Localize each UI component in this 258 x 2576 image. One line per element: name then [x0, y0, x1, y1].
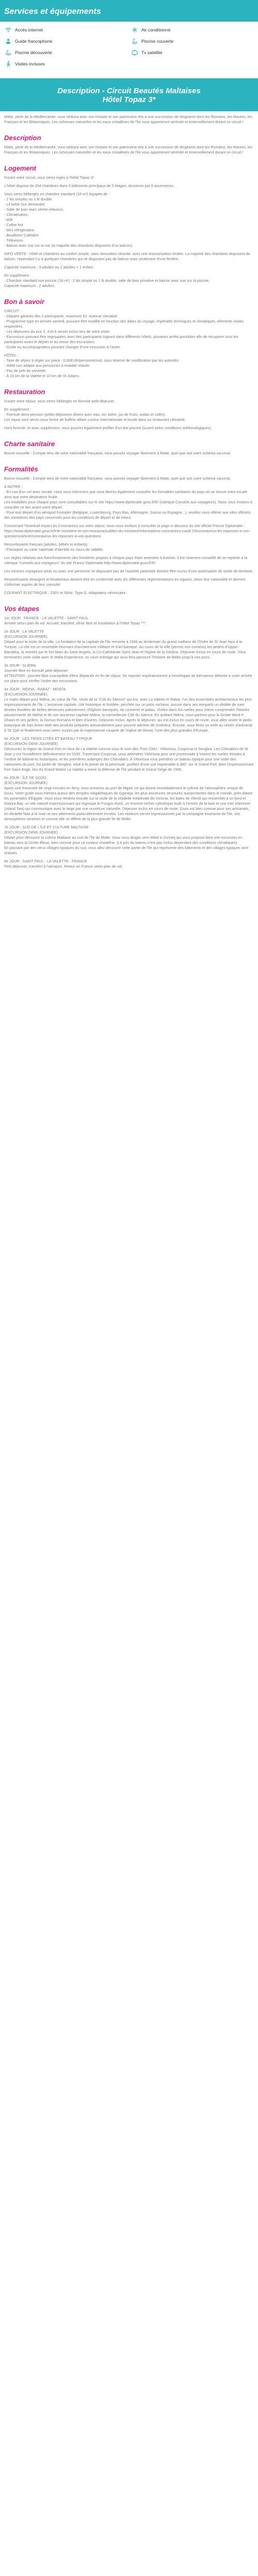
section-title: Bon à savoir — [4, 298, 45, 306]
section-paragraph: 3e JOUR : SLIEMA Journée libre en formule petit déjeuner. ATTENTION : journée libre susceptible d'être déplacée en fin de séjour. Se reporter impérativement à l'enveloppe de bienvenue délivrée à votre arrivée sur place pour vérifier l'ordre des excursions. — [4, 663, 252, 683]
section-paragraph: Vous serez hébergés en chambre standard (18 m²) équipée de : - 2 lits simples ou 1 lit double - Lit bébé (sur demande) - Salle de bain avec sèche-cheveux, - Climatisation, - Wifi - Coffre-fort - Mini réfrigérateur - Bouilloire/ Cafetière - Télévision - Balcon avec vue sur la rue (la majorité des chambres disposent d'un balcon). — [4, 192, 133, 248]
section-paragraph: COURANT ELECTRIQUE : 230V et 50Hz. Type G. Adaptateur nécessaire. — [4, 590, 127, 595]
description-banner-line1: Description - Circuit Beautés Maltaises — [57, 87, 201, 95]
section-title: Formalités — [4, 465, 38, 473]
section-title: Charte sanitaire — [4, 440, 55, 448]
section-paragraph: Les mineurs voyageant seuls ou avec une personne ne disposant pas de l'autorité parentale doivent être munis d'une autorisation de sortie de territoire. — [4, 569, 253, 573]
section-title: Logement — [4, 164, 37, 172]
section-paragraph: 2e JOUR : LA VALETTE (EXCURSION JOURNÉE) Départ pour la visite de la ville. La fondation de la capitale de l'île remonte à 1566 au lendemain du grand malheur de l'Ordre de St Jean face à la Turquie. La cité est un ensemble étonnant d'architecture militaire et d'art baroque. Au cours de la ville (permis non contenu) les jardins d'Upper Barrakka, la montée par le fort Main du Saint-Angelo, la Co-Cathédrale Saint-Jean et l'église de la médina. Déjeuner inclus en cours de route. Vous terminerez votre visite avec le Malta Experience, un court métrage qui vous fera parcourir l'histoire de Malte jusqu'à nos jours. — [4, 629, 246, 659]
section-paragraph: CIRCUIT : - Départs garantis dès 2 participants, maximum 52. Autocar climatisé. - Programme type en arrivée samedi, pouvant être modifié en fonction des dates du voyage, impératifs techniques et climatiques, éléments visites respectées. - Les déjeuners du jour 2, 4 et 6 seront inclus lors de votre visite. - Excursions pouvant être regroupées avec des participants logeant dans différents hôtels, plusieurs arrêts possibles afin de récupérer tous les participants avant le départ et au retour des excursions. - Guide ou accompagnateur pouvant changer d'une excursion à l'autre. — [4, 309, 244, 349]
service-label: Air conditionné — [141, 27, 171, 32]
section-paragraph: Ressortissants étrangers et binationaux doivent être en conformité avec les différentes réglementations en vigueur, selon leur nationalité et devront s'informer auprès de leur consulat. — [4, 577, 246, 587]
section-paragraph: Ressortissants français (adultes, bébés et enfants) : - Passeport ou carte nationale d'identité en cours de validité. — [4, 542, 104, 552]
section-paragraph: Durant votre circuit, vous serez logés à l'hôtel Topaz 3*. — [4, 175, 95, 180]
tv-icon — [132, 49, 138, 56]
snowflake-icon — [132, 27, 138, 33]
section-title: Restauration — [4, 388, 45, 396]
section-paragraph: Bonne nouvelle : Compte tenu de votre nationalité française, vous pouvez voyager librement à Malte, quel que soit votre schéma vaccinal. — [4, 476, 231, 481]
services-title: Services et équipements — [4, 7, 101, 16]
service-item — [5, 61, 126, 67]
description-banner — [0, 78, 258, 111]
services-band — [0, 0, 258, 22]
service-item — [132, 38, 253, 44]
section-paragraph: 8e JOUR : SAINT PAUL - LA VALETTE - FRANCE Petit déjeuner, transfert à l'aéroport. Retour en France selon plan de vol. — [4, 859, 123, 869]
service-item — [5, 38, 126, 44]
description-banner-line2: Hôtel Topaz 3* — [102, 95, 156, 104]
service-label: Piscine couverte — [141, 39, 174, 44]
section-paragraph: INFO VERTE : Hôtel et chambres au confort simple, sans rénovation récente, avec une insonorisation limitée. La majorité des chambres disposent de balcon, cependant il y a quelques chambres qui ne disposent pas de balcon mais seulement d'une fenêtre. — [4, 251, 250, 261]
walk-icon — [5, 61, 11, 67]
section-paragraph: Bonne nouvelle : Compte tenu de votre nationalité française, vous pouvez voyager librement à Malte, quel que soit votre schéma vaccinal. — [4, 451, 231, 455]
service-item — [132, 49, 253, 56]
main-content — [0, 114, 258, 869]
service-label: Tv satellite — [141, 50, 163, 55]
section-title: Vos étapes — [4, 605, 40, 613]
section-paragraph: HÔTEL : - Taxe de séjour à régler sur place : 0,50EUR/personne/nuit, sous réserve de modification par les autorités. - Hôtel non adapté aux personnes à mobilité réduite. - Pas de prêt de serviette. - À 15 km de la Valette et 10 km de St Julians. — [4, 353, 180, 378]
services-grid — [5, 25, 253, 71]
service-item — [5, 49, 126, 56]
section-paragraph: Les règles relatives aux franchissements des frontières propres à chaque pays étant amenées à évoluer, il est vivement conseillé de se reporter à la rubrique "conseils aux voyageurs" du site France Diplomatie.http://www.diplomatie.gouv.fr/fr/ — [4, 555, 248, 565]
section-paragraph: 4e JOUR : MDINA - RABAT - MOSTA (EXCURSION JOURNÉE) Le matin départ pour Mdina, ou cœur de l'île. Visite de la "Cité du Silence" qui est, avec La Valette et Rabat, l'un des ensembles architecturaux les plus impressionnants de l'île. L'ancienne capitale, cité historique et fortifiée, perchée sur un piton rocheux, assure dans ses remparts un dédale de rues étroites bordées de belles demeures patriciennes, d'églises baroques, de couvents et palais. Visitez dans les ruelles pour mieux comprendre l'histoire passionnante de Mdina et de son ancienne capitale Mdina, la merveilleuse Cité du Silence. En quittant Mdina, nous partons pour la Grotte Wied il-Ghasri et ses jardins, la Domus Romana et bien d'autres. Déjeuner inclus. Après le déjeuner, qui est inclus en cours de route, vous allez visiter le jardin botanique de San Anton doté des produits préparés artisanalement pour pouvoir admirer de l'intérieur. Ensuite, vous ferez un arrêt au centre d'artisanat à Ta' Qali et finalement vous serez surpris par la majestueuse coupole de l'église de Mosta, l'une des plus grandes d'Europe. — [4, 687, 253, 733]
section-paragraph: Concernant l'éventuel impact du Coronavirus sur votre séjour, nous vous invitons à consulter la page ci-dessous du site officiel France Diplomatie : https://www.diplomatie.gouv.fr/fr/le-ministere-et-son-reseau/actualites-du-ministere/informations-coronavirus-covid-19/coronavirus-les-reponses-a-vos-questions/article/coronavirus-les-reponses-a-vos-questions — [4, 523, 250, 538]
sections — [4, 134, 254, 869]
section-paragraph: Malte, perle de la Méditerranée, vous séduira avec son histoire et son patrimoine tels à une succession de dirigeants dont les Romains, les Maures, les Français et les Britanniques. Les richesses naturelles et les eaux cristallines de l'île vous apporteront sérénité et émerveillement durant ce circuit ! — [4, 145, 253, 155]
wifi-icon — [5, 27, 11, 33]
pool-icon — [5, 49, 11, 56]
section-paragraph: Durant votre séjour, vous serez hébergés en formule petit-déjeuner. — [4, 399, 115, 403]
section-paragraph: 5e JOUR : LES TROIS CITÉS ET BATEAU TYPIQUE (EXCURSION DEMI-JOURNÉE) Découvrez la région du Grand Port en face de La Valette connue sous le nom des Trois Cités : Vittoriosa, Cospicua et Senglea. Les Chevaliers de St Jean y ont l'installèrent définitivement en 1530. Traversant Cospicua, vous atteindrez Vittoriosa pour une promenade à travers les ruelles étroites à l'ombre de bâtiments historiques, et les premières auberges des Chevaliers. À Vittoriosa vous prendrez un bateau typique pour une visite des caissonets du port. Du jardin de Senglea, situé à la pointe de la péninsule, profitez d'une vue imprenable à 360° sur le Grand Port, dont l'impressionnant Fort Saint-Ange, lieu du Grand Maître La Valette a mené la défense de l'île pendant le Grand Siège de 1565. — [4, 736, 254, 772]
section-paragraph: 1er JOUR : FRANCE - LA VALETTE - SAINT PAUL Arrivée selon plan de vol. Accueil, transfert, dîner libre et installation à l'hôtel Topaz ***. — [4, 616, 147, 625]
service-label: Piscine découverte — [15, 50, 52, 55]
services-box — [0, 22, 258, 76]
section-paragraph: Capacité maximum : 3 adultes ou 2 adultes + 1 enfant. — [4, 265, 94, 269]
guide-icon — [5, 38, 11, 44]
service-item — [5, 27, 126, 33]
section-title: Description — [4, 134, 41, 142]
section-paragraph: En supplément : - Chambre standard vue piscine (18 m²) : 2 lits simple ou 1 lit double, salle de bain privative et balcon avec vue sur la piscine. Capacité maximum : 2 adultes. — [4, 273, 210, 288]
service-label: Visites incluses — [15, 61, 45, 66]
section-paragraph: En supplément : - Formule demi-pension (petits-déjeuners dîners avec eau, vin, bière, jus de fruits, sodas et cafés). Les repas sont servis sous forme de buffets alliant cuisine internationale et locale dans un restaurant climatisé. — [4, 407, 186, 422]
section-paragraph: A NOTER : - En cas d'un vol avec escale, nous vous informons que vous devrez également consulter les formalités sanitaires du pays où se trouve votre escale ainsi que votre destination finale. Les modalités pour chaque pays sont consultables sur le site https://www.diplomatie.gouv.fr/fr/ (rubrique Conseils aux voyageurs). Nous vous invitons à consulter ce lien avant votre départ. - Pour tout départ d'un aéroport frontalier (Belgique, Luxembourg, Pays-Bas, Allemagne, Suisse ou Espagne...), veuillez vous référer aux sites officiels des ministères des pays concernés pour les conditions de départ et de retour. — [4, 484, 252, 520]
pool-icon — [132, 38, 138, 44]
service-item — [132, 27, 253, 33]
service-label: Guide francophone — [15, 39, 53, 44]
section-paragraph: Hors formule, et avec supplément, vous pourrez également profiter d'un bar-piscine (ouvert selon conditions météorologiques). — [4, 426, 212, 430]
intro-text: Malte, perle de la Méditerranée, vous séduira avec son histoire et son patrimoine tels à une succession de dirigeants dont les Romains, les Maures, les Français et les Britanniques. Les richesses naturelles et les eaux cristallines de l'île vous apporteront sérénité et émerveillement durant ce circuit ! — [4, 114, 253, 124]
section-paragraph: 7e JOUR : SUD DE L'ÎLE ET CULTURE MALTAISE (EXCURSION DEMI-JOURNÉE) Départ pour découvrir la culture Maltaise au sud de l'île de Malte. Vous vous dirigez vers Wied iz-Zurrieq qui vous propose faire une excursion en bateau vers la Grotte Bleue, bien connue pour sa couleur cristalline. (Le prix du bateau n'est pas inclus dépendant des conditions climatiques). En passant par des vieux villages typiques du sud, vous allez découvrir cette partie de l'île qui représente des bâtiments et des villages typiques sont réalisés. — [4, 825, 249, 855]
section-paragraph: 6e JOUR : ÎLE DE GOZO (EXCURSION JOURNÉE) Après une traversée de vingt minutes en ferry, vous arriverez au port de Mgarr, ce qui donne immédiatement le rythme de l'atmosphère unique de Gozo. Votre guide vous mènera autour des temples mégalithiques de Ggantija, les plus anciennes structures autoportantes dans le monde, près datant les pyramides d'Égypte. Vous vous rendrez ensuite sur la visite de la citadelle médiévale de Victoria, les baies de Xlendi qui ressemble à un fjord et Dwejra Bay, un site naturel impressionnant qui regroupe le Fungus Rock, un énorme rocher cylindrique isolé à l'entrée de la baie et une mer intérieure (Inland Sea) qui communique avec le large par une ouverture naturelle. Déjeuner inclus en cours de route. Gozo est bien connue pour ses artisanats, en dentelle faite à la main et ses vêtements particulièrement tricotés. Les visiteurs seront impressionnés par la campagne luxuriante de l'île, ses atmosphères sereines et comme elle se diffère de la plus grande île de Malte. — [4, 775, 253, 821]
service-label: Accès internet — [15, 27, 43, 32]
section-paragraph: L'hôtel dispose de 254 chambres dans 3 bâtiments principaux de 5 étages, desservis par 6 ascenseurs. — [4, 183, 174, 188]
